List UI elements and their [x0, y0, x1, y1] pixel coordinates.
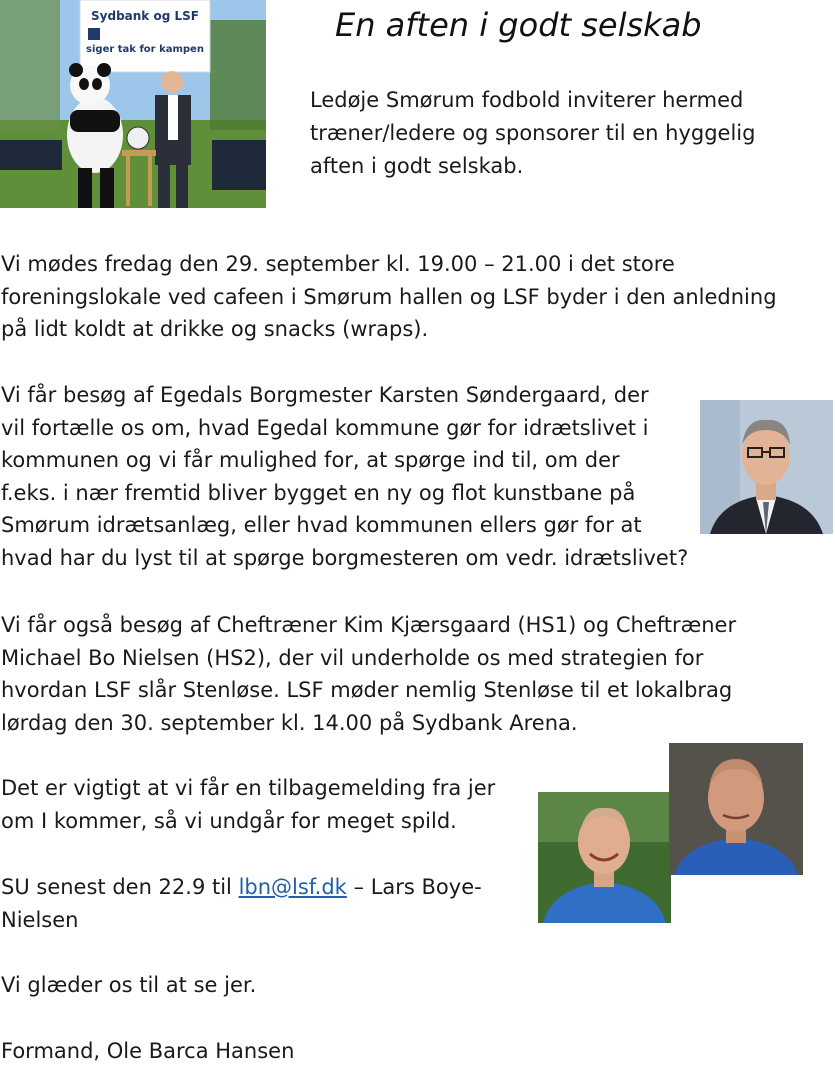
rsvp-prefix: SU senest den 22.9 til: [1, 875, 239, 899]
text-line: hvordan LSF slår Stenløse. LSF møder nemlig Stenløse til et lokalbrag: [1, 678, 733, 702]
coaches-paragraph: [1, 609, 821, 739]
text-line: hvad har du lyst til at spørge borgmesteren om vedr. idrætslivet?: [1, 545, 689, 570]
text-line: Michael Bo Nielsen (HS2), der vil underholde os med strategien for: [1, 645, 704, 670]
mayor-portrait: [700, 400, 833, 534]
coach-kim-photo: [538, 792, 671, 923]
mayor-photo: [700, 400, 833, 534]
coach-michael-photo: [669, 743, 803, 875]
text-line: f.eks. i nær fremtid bliver bygget en ny og flot kunstbane på: [1, 480, 636, 505]
text-line: Vi mødes fredag den 29. september kl. 19.00 – 21.00 i det store: [1, 252, 675, 276]
feedback-paragraph: [1, 772, 521, 837]
text-line: Smørum idrætsanlæg, eller hvad kommunen ellers gør for at: [1, 513, 642, 537]
signature: Formand, Ole Barca Hansen: [1, 1039, 295, 1063]
text-line: foreningslokale ved cafeen i Smørum hallen og LSF byder i den anledning: [1, 284, 777, 309]
coach-kim-portrait: [538, 792, 671, 923]
text-line: lørdag den 30. september kl. 14.00 på Sydbank Arena.: [1, 710, 578, 735]
text-line: Det er vigtigt at vi får en tilbagemelding fra jer: [1, 776, 496, 800]
text-line: Vi får også besøg af Cheftræner Kim Kjærsgaard (HS1) og Cheftræner: [1, 613, 737, 637]
text-line: om I kommer, så vi undgår for meget spild.: [1, 808, 457, 833]
rsvp-line2: Nielsen: [1, 907, 79, 932]
intro-line: træner/ledere og sponsorer til en hyggelig: [310, 121, 756, 145]
closing-text: Vi glæder os til at se jer.: [1, 973, 257, 997]
page-title: En aften i godt selskab: [335, 6, 702, 44]
intro-line: aften i godt selskab.: [310, 154, 524, 178]
banner-line1: Sydbank og LSF: [91, 9, 199, 23]
rsvp-suffix: – Lars Boye-: [346, 875, 482, 899]
meeting-paragraph: [1, 248, 821, 346]
rsvp-paragraph: [1, 871, 521, 936]
intro-line: Ledøje Smørum fodbold inviterer hermed: [310, 88, 744, 112]
text-line: vil fortælle os om, hvad Egedal kommune gør for idrætslivet i: [1, 415, 649, 440]
text-line: Vi får besøg af Egedals Borgmester Karsten Søndergaard, der: [1, 383, 649, 407]
rsvp-line: [1, 871, 521, 904]
event-photo: [0, 0, 266, 208]
banner-line2: siger tak for kampen: [86, 44, 204, 55]
text-line: på lidt koldt at drikke og snacks (wraps).: [1, 317, 429, 341]
email-link[interactable]: lbn@lsf.dk: [238, 875, 347, 899]
text-line: kommunen og vi får mulighed for, at spørge ind til, om der: [1, 448, 620, 472]
event-photo-illustration: [0, 0, 266, 208]
coach-michael-portrait: [669, 743, 803, 875]
mayor-paragraph: [1, 379, 721, 574]
intro-paragraph: [310, 84, 810, 183]
